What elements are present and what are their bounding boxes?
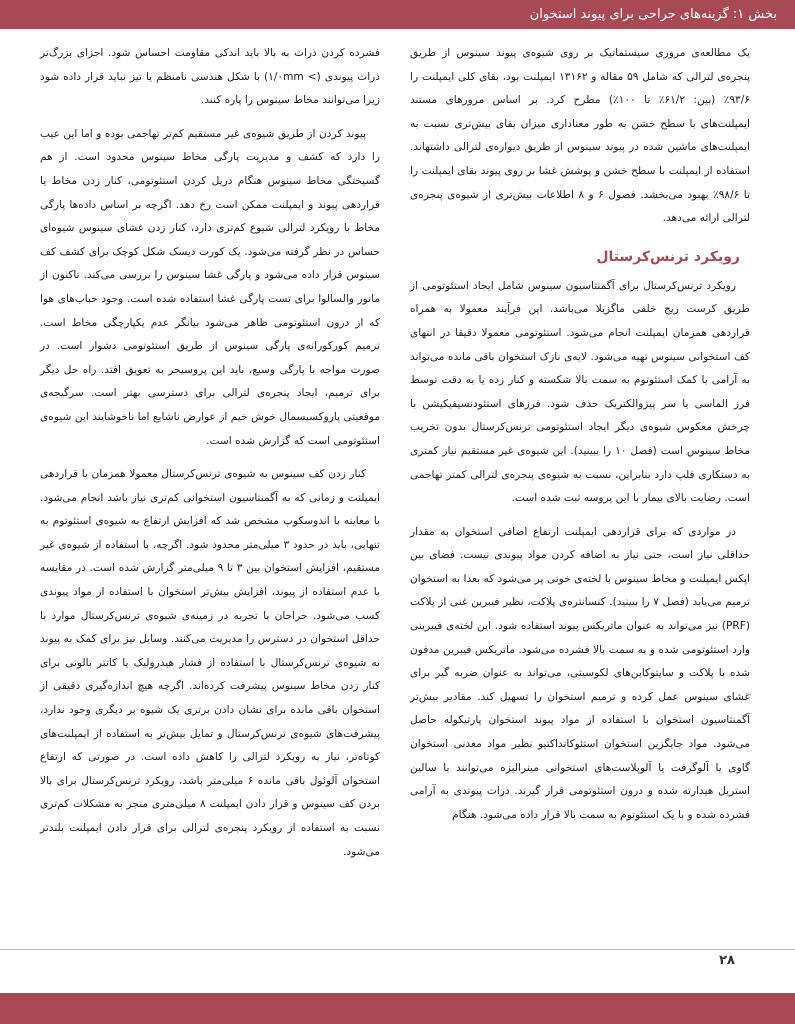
right-column	[410, 42, 750, 837]
page-header-bar	[0, 0, 795, 29]
footer-divider	[0, 949, 795, 950]
footer-band	[0, 993, 795, 1024]
page-number: ۲۸	[719, 953, 735, 968]
left-column	[40, 42, 380, 874]
paragraph: یک مطالعه‌ی مروری سیستماتیک بر روی شیوه‌ی پیوند سینوس از طریق پنجره‌ی لترالی که شامل ۵۹ مقاله و ۱۳۱۶۲ ایمپلنت بود، بقای کلی ایمپلنت را ۹۳/۶٪ (بین: ۶۱/۲٪ تا ۱۰۰٪) مطرح کرد. بر اساس مرورهای مستند ایمپلنت‌های با سطح خشن به طور معناداری میزان بقای بیش‌تری نسبت به ایمپلنت‌های ماشین شده در پیوند سینوس از طریق دیواره‌ی لترالی داشتهاند. استفاده از ایمپلنت با سطح خشن و پوشش غشا بر روی پیوند بقای ایمپلنت را تا ۹۸/۶٪ بهبود می‌بخشد. فصول ۶ و ۸ اطلاعات بیش‌تری از شیوه‌ی پنجره‌ی لترالی ارائه می‌دهد.	[410, 47, 751, 225]
paragraph: کنار زدن کف سینوس به شیوه‌ی ترنس‌کرستال معمولا همزمان با قراردهی ایمپلنت و زمانی که به آگمنتاسیون استخوانی کم‌تری نیاز باشد انجام می‌شود. با معاینه با اندوسکوپ مشخص شد که افزایش ارتفاع به شیوه‌ی استئوتوم به تنهایی، باید در حدود ۳ میلی‌متر محدود شود. اگرچه، با استفاده از شیوه‌ی غیر مستقیم، افزایش استخوان بین ۳ تا ۹ میلی‌متر گزارش شده است. در مقایسه با عدم استفاده از پیوند، افزایش بیش‌تر استخوان با استفاده از مواد پیوندی کسب می‌شود. جراحان با تجربه در زمینه‌ی شیوه‌ی ترنس‌کرستال موارد با حداقل استخوان در دسترس را مدیریت می‌کنند. وسایل نیز برای کمک به پیوند به شیوه‌ی ترنس‌کرستال با استفاده از فشار هیدرولیک یا کاتتر بالونی برای کنار زدن مخاط سینوس پیشرفت کرده‌اند. اگرچه هیچ اندازه‌گیری دقیقی از استخوان باقی مانده برای نشان دادن برتری یک شیوه بر دیگری وجود ندارد، پیشرفت‌های شیوه‌ی ترنس‌کرستال و تمایل بیش‌تر به استفاده از ایمپلنت‌های کوتاه‌تر، نیاز به رویکرد لترالی را کاهش داده است. در صورتی که ارتفاع استخوان آلوئول باقی مانده ۶ میلی‌متر باشد، رویکرد ترنس‌کرستال برای بالا بردن کف سینوس و قرار دادن ایمپلنت ۸ میلی‌متری منجر به مشکلات کم‌تری نسبت به استفاده از رویکرد پنجره‌ی لترالی برای قرار دادن ایمپلنت بلندتر می‌شود.	[40, 468, 381, 858]
chapter-title: بخش ۱: گزینه‌های جراحی برای پیوند استخوان	[529, 7, 777, 22]
section-heading: رویکرد ترنس‌کرستال	[596, 248, 740, 265]
paragraph: رویکرد ترنس‌کرستال برای آگمنتاسیون سینوس شامل ایجاد استئوتومی از طریق کرست ریج خلفی ماگزیلا می‌باشد. این فرآیند معمولا به همراه قراردهی همزمان ایمپلنت انجام می‌شود. استئوتومی معمولا دقیقا در انتهای کف استخوانی سینوس تهیه می‌شود. لایه‌ی نازک استخوان باقی مانده می‌تواند به آرامی با کمک استئوتوم به سمت بالا شکسته و کنار زده یا به دقت توسط فرز الماسی یا سر پیزوالکتریک حذف شود. فرزهای استئودنسیفیکیشن با چرخش معکوس شیوه‌ی دیگر ایجاد استئوتومی ترنس‌کرستال بدون تخریب مخاط سینوس است (فصل ۱۰ را ببینید). این شیوه‌ی غیر مستقیم نیاز کمتری به دستکاری فلپ دارد بنابراین، نسبت به شیوه‌ی پنجره‌ی لترالی کمتر تهاجمی است. رضایت بالای بیمار با این پروسه ثبت شده است.	[410, 279, 750, 505]
paragraph: در مواردی که برای قراردهی ایمپلنت ارتفاع اضافی استخوان به مقدار حداقلی نیاز است، حتی نیاز به اضافه کردن مواد پیوندی نیست. فضای بین اپکس ایمپلنت و مخاط سینوس با لخته‌ی خونی پر می‌شود که بعدا به استخوان ترمیم می‌یابد (فصل ۷ را ببینید). کنسانتره‌ی پلاکت، نظیر فیبرین غنی از پلاکت (PRF) نیز می‌تواند به عنوان ماتریکس پیوند استفاده شود. این لخته‌ی فیبرینی وارد استئوتومی شده و به سمت بالا فشرده می‌شود. ماتریکس فیبرین مدفون شده با پلاکت و سایتوکاین‌های لکوسیتی، می‌تواند به عنوان ضربه گیر برای غشای سینوس عمل کرده و ترمیم استخوان را تسهیل کند. مقادیر بیش‌تر آگمنتاسیون استخوان با استفاده از مواد پیوند استخوان پارتیکوله حاصل می‌شود. مواد جایگزین استخوان استئوکانداکتیو نظیر مواد معدنی استخوان گاوی یا آلوگرفت یا آلوپلاست‌های استخوانی مینرالیزه می‌توانند با سالین استریل هیدارته شده و درون استئوتومی قرار گیرند. ذرات پیوندی به آرامی فشرده شده و با یک استئوتوم به سمت بالا قرار داده می‌شود. هنگام	[410, 525, 750, 821]
paragraph: فشرده کردن ذرات به بالا باید اندکی مقاومت احساس شود. اجزای بزرگ‌تر ذرات پیوندی (> ۱/۰mm) با شکل هندسی نامنظم یا تیز نباید قرار داده شود زیرا می‌توانند مخاط سینوس را پاره کنند.	[40, 47, 380, 107]
paragraph: پیوند کردن از طریق شیوه‌ی غیر مستقیم کم‌تر تهاجمی بوده و اما این عیب را دارد که کشف و مدیریت پارگی مخاط سینوس محدود است. از هم گسیختگی مخاط سینوس هنگام دریل کردن استئوتومی، کنار زدن مخاط یا قراردهی پیوند و ایمپلنت ممکن است رخ دهد. اگرچه بر اساس داده‌ها پارگی مخاط با رویکرد لترالی شیوع کم‌تری دارد، کنار زدن غشای سینوس شیوه‌ای حساس در نظر گرفته می‌شود. یک کورت دیسک شکل کوچک برای کشف کف سینوس قرار داده می‌شود و پارگی غشا سینوس را بررسی می‌کند. تاکنون از مانور والسالوا برای تست پارگی غشا استفاده شده است. وجود حباب‌های هوا که از درون استئوتومی ظاهر می‌شود بیانگر عدم یکپارچگی مخاط است. ترمیم کورکورانه‌ی پارگی سینوس از طریق استئوتومی دشوار است. در صورت مواجه با پارگی وسیع، باید این پروسیجر به تعویق افتد. راه حل دیگر برای ترمیم، ایجاد پنجره‌ی لترالی برای دسترسی بهتر است. سرگیجه‌ی موقعیتی پاروکسیسمال خوش خیم از عوارض ناشایع اما ناخوشایند این شیوه‌ی استئوتومی است که گزارش شده است.	[40, 127, 380, 447]
